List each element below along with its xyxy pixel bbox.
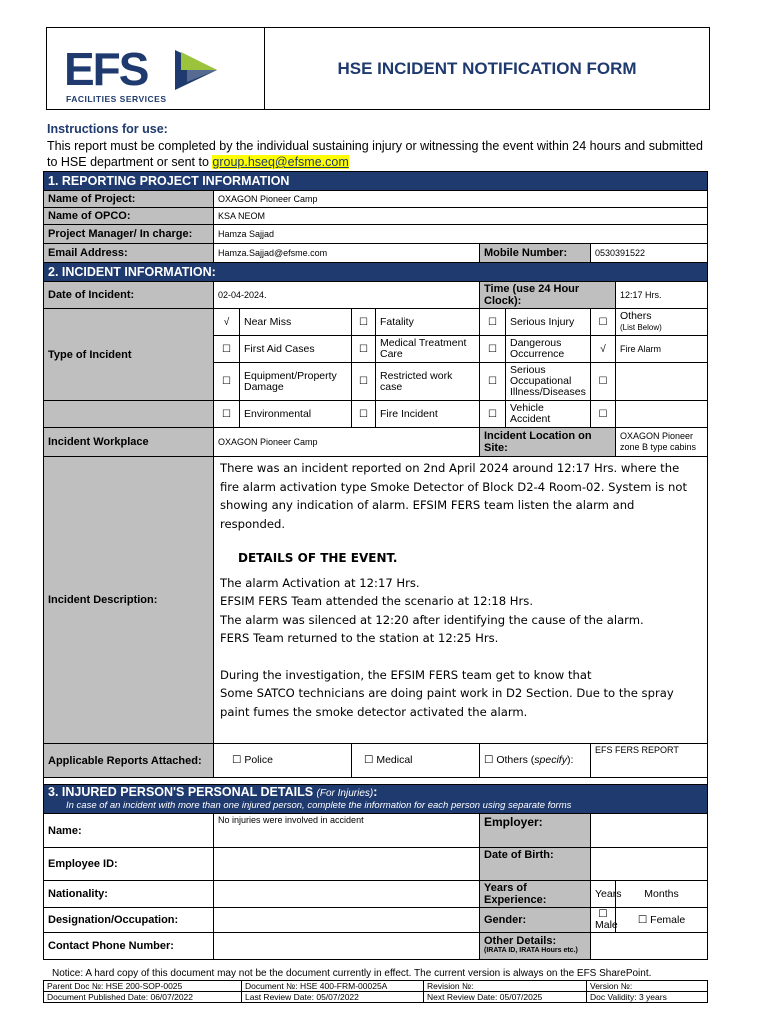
male-label: Male (595, 919, 618, 931)
manager-field[interactable]: Hamza Sajjad (214, 225, 708, 244)
next-review-date: Next Review Date: 05/07/2025 (424, 992, 587, 1003)
report-others-specify: specify (534, 754, 567, 766)
section3-subtitle: In case of an incident with more than one injured person, complete the information for each person using separate forms (66, 800, 572, 811)
report-others-end: ): (566, 754, 574, 766)
mobile-field[interactable]: 0530391522 (591, 244, 708, 263)
section-spacer (44, 778, 708, 785)
option-blank-1 (616, 363, 708, 401)
employer-label: Employer: (480, 814, 591, 848)
section3-title-note: (For Injuries) (316, 788, 374, 799)
report-medical-option[interactable]: ☐ Medical (352, 744, 480, 778)
option-others (616, 309, 708, 336)
option-fire-alarm: Fire Alarm (616, 336, 708, 363)
designation-field[interactable] (214, 908, 480, 933)
reports-label: Applicable Reports Attached: (44, 744, 214, 778)
option-fire-incident: Fire Incident (376, 401, 480, 428)
section3-header: 3. INJURED PERSON'S PERSONAL DETAILS (For Injuries): In case of an incident with more than one injured person, complete the information for each person using separate forms (44, 785, 708, 814)
description-field[interactable] (214, 457, 708, 744)
section3-title: 3. INJURED PERSON'S PERSONAL DETAILS (48, 785, 314, 799)
incident-time-label: Time (use 24 Hour Clock): (480, 282, 616, 309)
nationality-field[interactable] (214, 881, 480, 908)
contact-field[interactable] (214, 933, 480, 960)
checkbox-serious-injury[interactable]: ☐ (480, 309, 506, 336)
opco-label: Name of OPCO: (44, 208, 214, 225)
checkbox-fatality[interactable]: ☐ (352, 309, 376, 336)
form-header (46, 27, 710, 110)
option-vehicle-accident: Vehicle Accident (506, 401, 591, 428)
description-label: Incident Description: (44, 457, 214, 744)
checkbox-near-miss[interactable]: √ (214, 309, 240, 336)
employee-id-label: Employee ID: (44, 848, 214, 881)
location-label: Incident Location on Site: (480, 428, 616, 457)
logo-subtitle: FACILITIES SERVICES (66, 94, 167, 104)
incident-date-field[interactable]: 02-04-2024. (214, 282, 480, 309)
report-others-option[interactable] (480, 744, 591, 778)
other-details-sub: (IRATA ID, IRATA Hours etc.) (484, 947, 578, 954)
workplace-field[interactable]: OXAGON Pioneer Camp (214, 428, 480, 457)
option-restricted-work: Restricted work case (376, 363, 480, 401)
description-investigation: During the investigation, the EFSIM FERS team get to know that Some SATCO technicians are doing paint work in D2 Section. Due to the spray paint fumes the smoke detector activated the alarm. (220, 667, 674, 719)
logo-arrow-icon (173, 48, 219, 92)
instructions-body: This report must be completed by the individual sustaining injury or witnessing the event within 24 hours and submitted to HSE department or sent to (47, 139, 703, 169)
document-number: Document №: HSE 400-FRM-00025A (242, 981, 424, 992)
female-label: Female (650, 913, 686, 926)
form-title: HSE INCIDENT NOTIFICATION FORM (337, 58, 637, 78)
checkbox-dangerous-occurrence[interactable]: ☐ (480, 336, 506, 363)
checkbox-blank-2[interactable]: ☐ (591, 401, 616, 428)
checkbox-restricted-work[interactable]: ☐ (352, 363, 376, 401)
workplace-label: Incident Workplace (44, 428, 214, 457)
logo-wordmark: EFS (64, 43, 148, 95)
location-field[interactable]: OXAGON Pioneer zone B type cabins (616, 428, 708, 457)
checkbox-environmental[interactable]: ☐ (214, 401, 240, 428)
option-others-label: Others (620, 310, 652, 322)
option-others-sub: (List Below) (620, 323, 662, 332)
instructions-text (47, 138, 707, 170)
contact-label: Contact Phone Number: (44, 933, 214, 960)
checkbox-equipment-damage[interactable]: ☐ (214, 363, 240, 401)
option-first-aid: First Aid Cases (240, 336, 352, 363)
option-near-miss: Near Miss (240, 309, 352, 336)
opco-field[interactable]: KSA NEOM (214, 208, 708, 225)
employee-id-field[interactable] (214, 848, 480, 881)
injured-name-label: Name: (44, 814, 214, 848)
employer-field[interactable] (591, 814, 708, 848)
efs-logo (47, 28, 265, 109)
description-intro: There was an incident reported on 2nd April 2024 around 12:17 Hrs. where the fire alarm activation type Smoke Detector of Block D2-4 Room-02. System is not showing any indication of alarm. EFSIM FERS team listen the alarm and responded. (220, 461, 687, 531)
other-details-label (480, 933, 591, 960)
report-police-option[interactable]: ☐ Police (214, 744, 352, 778)
description-heading: DETAILS OF THE EVENT. (238, 551, 398, 565)
nationality-label: Nationality: (44, 881, 214, 908)
option-equipment-damage: Equipment/Property Damage (240, 363, 352, 401)
email-field[interactable]: Hamza.Sajjad@efsme.com (214, 244, 480, 263)
report-others-field[interactable]: EFS FERS REPORT (591, 744, 708, 778)
checkbox-others[interactable]: ☐ (591, 309, 616, 336)
checkbox-medical-treatment[interactable]: ☐ (352, 336, 376, 363)
experience-label: Years of Experience: (480, 881, 591, 908)
option-dangerous-occurrence: Dangerous Occurrence (506, 336, 591, 363)
manager-label: Project Manager/ In charge: (44, 225, 214, 244)
checkbox-vehicle-accident[interactable]: ☐ (480, 401, 506, 428)
instructions-title: Instructions for use: (47, 122, 168, 136)
dob-label: Date of Birth: (480, 848, 591, 881)
gender-female-option[interactable] (616, 908, 708, 933)
doc-validity: Doc Validity: 3 years (587, 992, 708, 1003)
project-name-field[interactable]: OXAGON Pioneer Camp (214, 191, 708, 208)
incident-time-field[interactable]: 12:17 Hrs. (616, 282, 708, 309)
type-label-continued (44, 401, 214, 428)
section1-header: 1. REPORTING PROJECT INFORMATION (44, 172, 708, 191)
option-medical-treatment: Medical Treatment Care (376, 336, 480, 363)
checkbox-fire-incident[interactable]: ☐ (352, 401, 376, 428)
other-details-title: Other Details: (484, 935, 557, 947)
option-environmental: Environmental (240, 401, 352, 428)
checkbox-fire-alarm[interactable]: √ (591, 336, 616, 363)
description-events: The alarm Activation at 12:17 Hrs. EFSIM FERS Team attended the scenario at 12:18 Hrs. The alarm was silenced at 12:20 after identifying the cause of the alarm. FERS Team returned to the station at 12:25 Hrs. (220, 575, 644, 645)
report-others-box: ☐ Others ( (484, 754, 535, 766)
revision-number: Revision №: (424, 981, 587, 992)
checkbox-occupational-illness[interactable]: ☐ (480, 363, 506, 401)
email-label: Email Address: (44, 244, 214, 263)
document-notice: Notice: A hard copy of this document may not be the document currently in effect. The current version is always on the EFS SharePoint. (52, 968, 652, 979)
checkbox-female: ☐ (637, 913, 651, 926)
document-control-table (43, 980, 708, 1003)
incident-date-label: Date of Incident: (44, 282, 214, 309)
mobile-label: Mobile Number: (480, 244, 591, 263)
hse-email-link[interactable]: group.hseq@efsme.com (212, 155, 349, 169)
gender-label: Gender: (480, 908, 591, 933)
last-review-date: Last Review Date: 05/07/2022 (242, 992, 424, 1003)
option-serious-injury: Serious Injury (506, 309, 591, 336)
checkbox-blank-1[interactable]: ☐ (591, 363, 616, 401)
years-field[interactable]: Years (591, 881, 616, 908)
section2-header: 2. INCIDENT INFORMATION: (44, 263, 708, 282)
dob-field[interactable] (591, 848, 708, 881)
designation-label: Designation/Occupation: (44, 908, 214, 933)
checkbox-male: ☐ (598, 908, 608, 920)
published-date: Document Published Date: 06/07/2022 (44, 992, 242, 1003)
version-number: Version №: (587, 981, 708, 992)
option-fatality: Fatality (376, 309, 480, 336)
parent-doc: Parent Doc №: HSE 200-SOP-0025 (44, 981, 242, 992)
incident-type-label: Type of Incident (44, 309, 214, 401)
months-field[interactable]: Months (616, 881, 708, 908)
option-blank-2 (616, 401, 708, 428)
option-occupational-illness: Serious Occupational Illness/Diseases (506, 363, 591, 401)
gender-male-option[interactable] (591, 908, 616, 933)
project-name-label: Name of Project: (44, 191, 214, 208)
injured-name-field[interactable]: No injuries were involved in accident (214, 814, 480, 848)
incident-form-table (43, 171, 708, 960)
checkbox-first-aid[interactable]: ☐ (214, 336, 240, 363)
other-details-field[interactable] (591, 933, 708, 960)
